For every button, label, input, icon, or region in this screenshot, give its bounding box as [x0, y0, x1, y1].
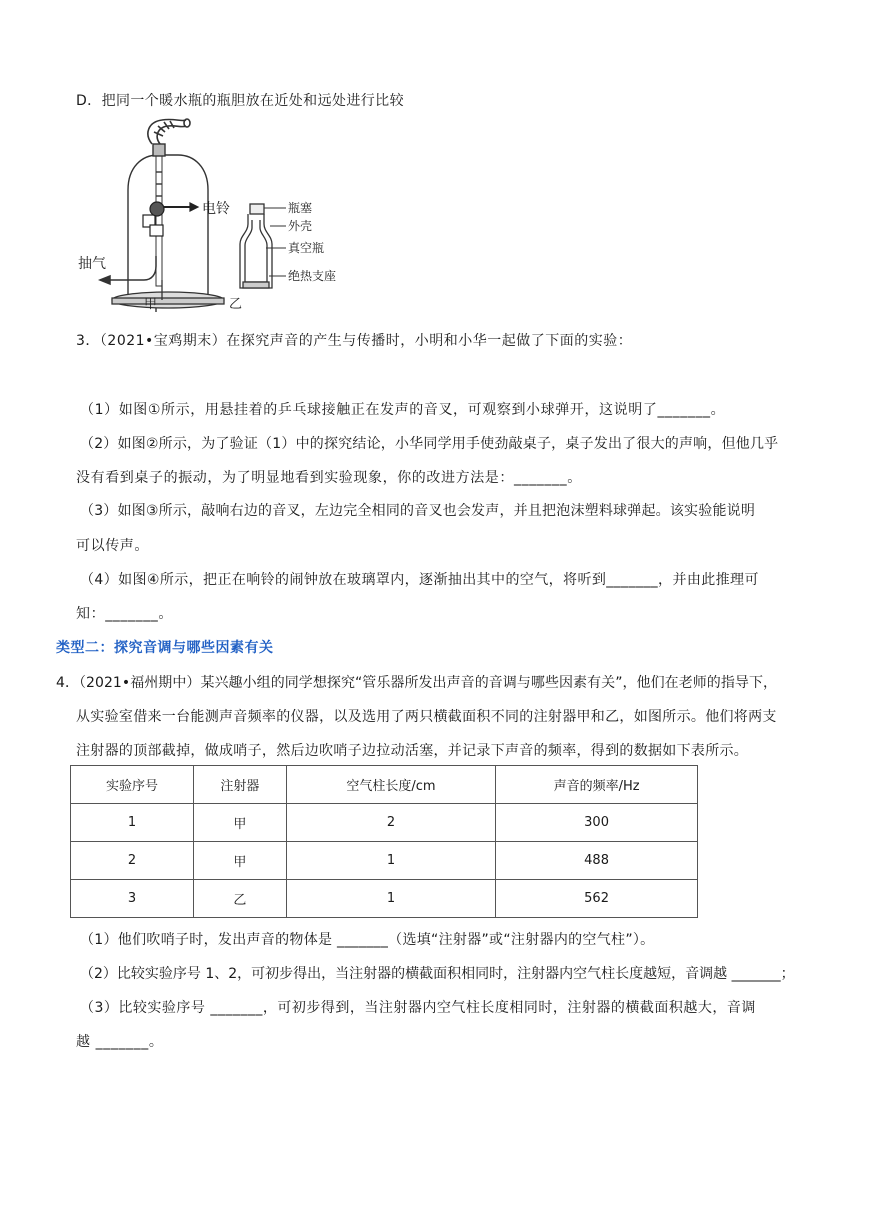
q3-part3-line2: 可以传声。	[76, 538, 149, 554]
q3-part1: （1）如图①所示，用悬挂着的乒乓球接触正在发声的音叉，可观察到小球弹开，这说明了_______。	[80, 402, 726, 418]
table-row	[71, 804, 698, 842]
table-cell: 1	[71, 804, 194, 842]
table-cell: 1	[286, 880, 495, 918]
section-heading-type2: 类型二：探究音调与哪些因素有关	[56, 640, 274, 656]
pump-arrow-icon	[100, 256, 156, 284]
electric-bell-icon	[143, 202, 198, 236]
table-cell: 3	[71, 880, 194, 918]
table-row	[71, 842, 698, 880]
table-cell: 甲	[194, 842, 287, 880]
table-cell: 1	[286, 842, 495, 880]
base-label: 绝热支座	[288, 269, 337, 283]
q4-intro-line1: 4．（2021•福州期中）某兴趣小组的同学想探究“管乐器所发出声音的音调与哪些因素有关”，他们在老师的指导下，	[56, 675, 778, 691]
table-cell: 488	[496, 842, 698, 880]
q3-intro: 3．（2021•宝鸡期末）在探究声音的产生与传播时，小明和小华一起做了下面的实验：	[76, 333, 633, 349]
table-header-row	[71, 766, 698, 804]
yi-label: 乙	[229, 297, 243, 312]
table-cell: 562	[496, 880, 698, 918]
data-table	[70, 765, 698, 918]
stopper-label: 瓶塞	[288, 201, 313, 215]
q4-sub3-line1: （3）比较实验序号 _______，可初步得到，当注射器内空气柱长度相同时，注射器的横截面积越大，音调	[80, 1000, 756, 1016]
bell-label: 电铃	[202, 201, 230, 217]
table-header-cell: 实验序号	[71, 766, 194, 804]
vacuum-label: 真空瓶	[288, 241, 325, 255]
q4-sub1: （1）他们吹哨子时，发出声音的物体是 _______（选填“注射器”或“注射器内的空气柱”）。	[80, 932, 655, 948]
table-header-cell: 声音的频率/Hz	[496, 766, 698, 804]
jia-label: 甲	[144, 297, 158, 312]
shell-label: 外壳	[288, 219, 313, 233]
table-row	[71, 880, 698, 918]
q4-intro-line2: 从实验室借来一台能测声音频率的仪器，以及选用了两只横截面积不同的注射器甲和乙，如图所示。他们将两支	[76, 709, 777, 725]
table-cell: 甲	[194, 804, 287, 842]
hose-icon	[148, 119, 190, 144]
table-cell: 2	[286, 804, 495, 842]
experiment-figure-lower	[70, 248, 250, 312]
q3-part2-line2: 没有看到桌子的振动，为了明显地看到实验现象，你的改进方法是：_______。	[76, 470, 582, 486]
pump-label: 抽气	[78, 256, 106, 272]
q3-part4-line2: 知：_______。	[76, 606, 173, 622]
q4-sub3-line2: 越 _______。	[76, 1034, 164, 1050]
table-header-cell: 注射器	[194, 766, 287, 804]
q3-part3-line1: （3）如图③所示，敲响右边的音叉，左边完全相同的音叉也会发声，并且把泡沫塑料球弹起。该实验能说明	[80, 503, 756, 519]
q4-sub2: （2）比较实验序号 1、2，可初步得出，当注射器的横截面积相同时，注射器内空气柱长度越短，音调越 _______；	[80, 966, 795, 982]
table-header-cell: 空气柱长度/cm	[286, 766, 495, 804]
q3-part4-line1: （4）如图④所示，把正在响铃的闹钟放在玻璃罩内，逐渐抽出其中的空气，将听到_______，并由此推理可	[80, 572, 759, 588]
q3-part2-line1: （2）如图②所示，为了验证（1）中的探究结论，小华同学用手使劲敲桌子，桌子发出了很大的声响，但他几乎	[80, 436, 779, 452]
table-cell: 300	[496, 804, 698, 842]
table-cell: 2	[71, 842, 194, 880]
q4-intro-line3: 注射器的顶部截掉，做成哨子，然后边吹哨子边拉动活塞，并记录下声音的频率，得到的数据如下表所示。	[76, 743, 749, 759]
table-cell: 乙	[194, 880, 287, 918]
option-d: D．把同一个暖水瓶的瓶胆放在近处和远处进行比较	[76, 93, 404, 109]
